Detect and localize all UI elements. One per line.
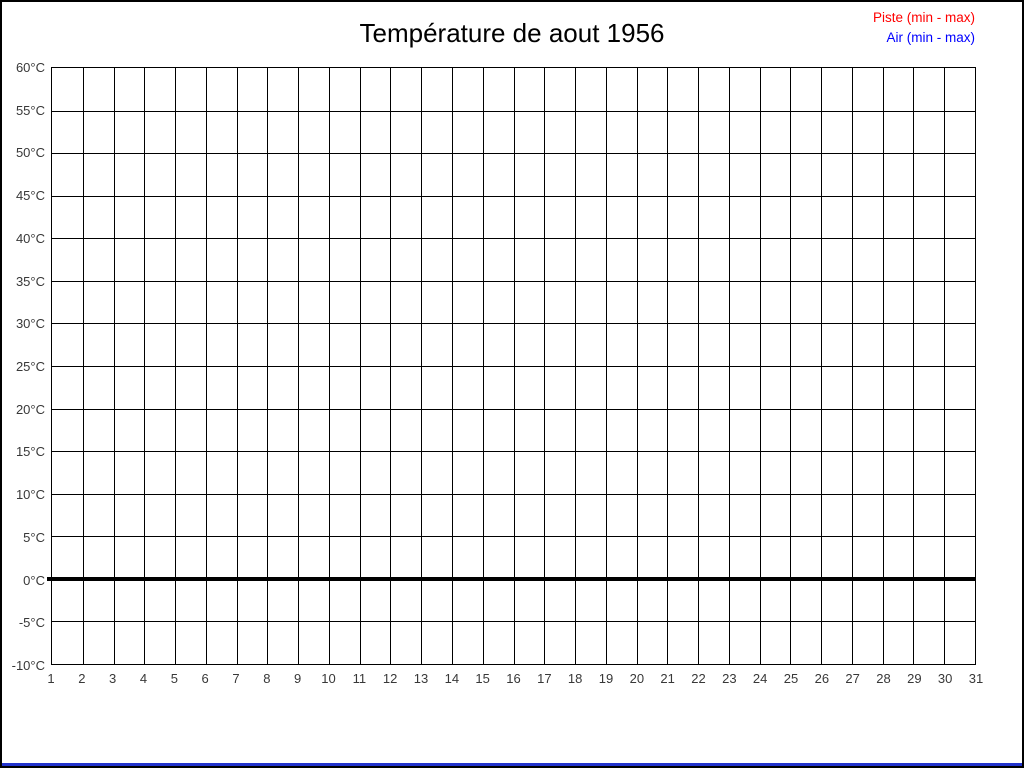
legend-entry-air: Air (min - max) <box>886 30 975 45</box>
horizontal-gridline <box>52 536 975 537</box>
y-tick-label: 35°C <box>15 273 45 289</box>
x-tick-label: 8 <box>263 671 271 686</box>
y-tick-label: 50°C <box>15 145 45 161</box>
horizontal-gridline <box>52 409 975 410</box>
x-tick-label: 2 <box>78 671 86 686</box>
x-tick-label: 24 <box>752 671 768 686</box>
horizontal-gridline <box>52 323 975 324</box>
x-tick-label: 29 <box>907 671 922 686</box>
horizontal-gridline <box>52 494 975 495</box>
x-tick-label: 12 <box>382 671 398 686</box>
horizontal-gridline <box>52 238 975 239</box>
y-tick-label: -5°C <box>18 615 45 631</box>
x-tick-label: 27 <box>845 671 860 686</box>
x-tick-label: 25 <box>783 671 799 686</box>
x-tick-label: 11 <box>352 671 367 686</box>
x-tick-label: 18 <box>567 671 583 686</box>
horizontal-gridline <box>52 451 975 452</box>
x-tick-label: 7 <box>232 671 240 686</box>
x-tick-label: 13 <box>413 671 429 686</box>
x-tick-label: 15 <box>475 671 490 686</box>
x-tick-label: 14 <box>444 671 460 686</box>
x-tick-label: 22 <box>691 671 706 686</box>
y-tick-label: 20°C <box>15 401 45 417</box>
horizontal-gridline <box>52 281 975 282</box>
x-tick-label: 31 <box>968 671 984 686</box>
x-tick-label: 28 <box>876 671 891 686</box>
y-tick-label: 5°C <box>23 529 45 545</box>
bottom-bar <box>0 763 1024 768</box>
x-tick-label: 9 <box>294 671 302 686</box>
x-tick-label: 6 <box>201 671 209 686</box>
x-tick-label: 10 <box>321 671 336 686</box>
y-tick-label: 30°C <box>15 316 45 332</box>
x-tick-label: 1 <box>47 671 55 686</box>
y-tick-label: -10°C <box>11 658 45 673</box>
x-tick-label: 30 <box>937 671 953 686</box>
x-tick-label: 23 <box>722 671 737 686</box>
x-tick-label: 4 <box>139 671 148 686</box>
legend-entry-piste: Piste (min - max) <box>872 10 975 25</box>
y-tick-label: 15°C <box>15 444 45 460</box>
chart-title: Température de aout 1956 <box>359 18 665 48</box>
horizontal-gridline <box>52 111 975 112</box>
x-tick-label: 19 <box>598 671 614 686</box>
x-tick-label: 16 <box>506 671 521 686</box>
x-tick-label: 5 <box>170 671 178 686</box>
horizontal-gridline <box>52 366 975 367</box>
y-tick-label: 10°C <box>15 487 45 503</box>
horizontal-gridline <box>52 153 975 154</box>
y-tick-label: 40°C <box>15 230 45 246</box>
x-tick-label: 20 <box>629 671 645 686</box>
y-tick-label: 60°C <box>15 60 45 75</box>
horizontal-gridline <box>52 196 975 197</box>
y-tick-label: 55°C <box>15 102 45 118</box>
zero-degree-line <box>47 577 975 581</box>
y-tick-label: 45°C <box>15 188 45 204</box>
legend <box>873 8 975 48</box>
y-tick-label: 0°C <box>23 572 45 588</box>
plot-area <box>51 67 976 665</box>
x-tick-label: 26 <box>814 671 830 686</box>
x-tick-label: 17 <box>537 671 552 686</box>
x-tick-label: 21 <box>660 671 675 686</box>
horizontal-gridline <box>52 621 975 622</box>
x-tick-label: 3 <box>109 671 117 686</box>
y-tick-label: 25°C <box>15 359 45 374</box>
